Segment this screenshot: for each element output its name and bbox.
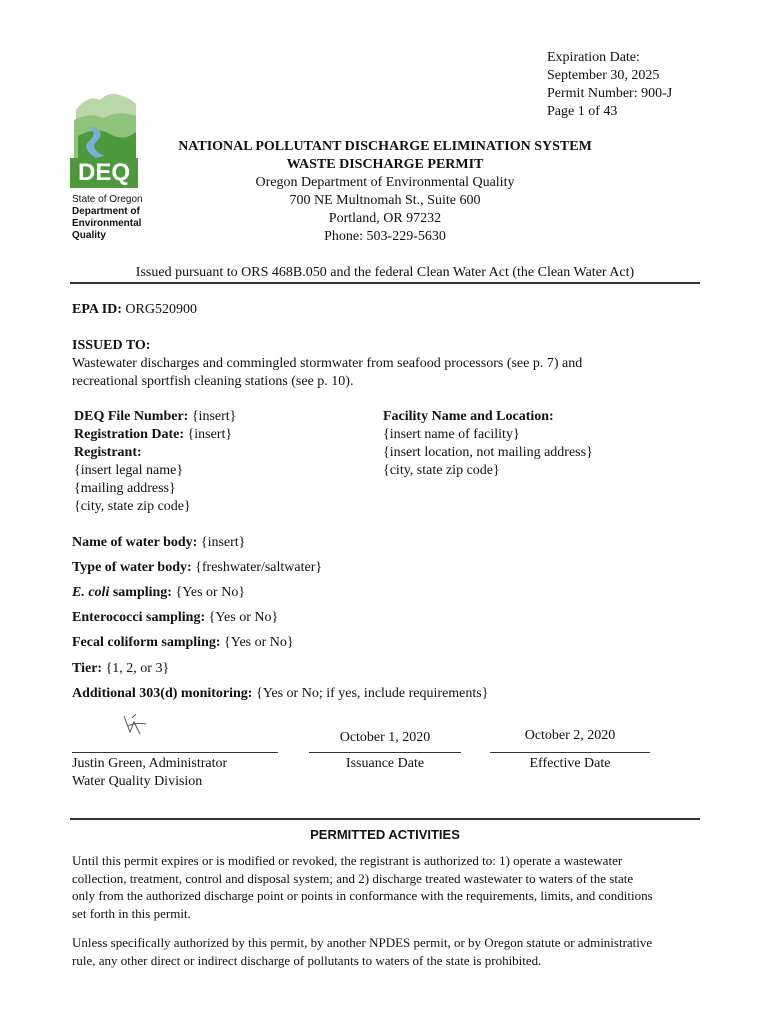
tier [72,660,169,678]
epa-label: EPA ID: [72,302,122,317]
paragraph-line: only from the authorized discharge point or points in conformance with the requirements, limits, and conditions [72,888,653,903]
paragraph-line: set forth in this permit. [72,905,191,921]
registrant-legal-name: {insert legal name} [74,463,184,478]
field-label: Additional 303(d) monitoring: [72,686,253,701]
additional-303d-monitoring [72,685,488,703]
file-number-value: {insert} [188,409,237,424]
facility-location: {insert location, not mailing address} [383,445,593,460]
issuance-date-line [309,752,461,753]
logo-quality: Quality [72,230,106,241]
issuance-date-label: Issuance Date [345,756,425,771]
logo-environmental: Environmental [72,218,142,229]
section-divider [70,818,700,820]
effective-date: October 2, 2020 [524,728,616,743]
registrant-mailing: {mailing address} [74,481,176,496]
field-value: {Yes or No} [220,635,294,650]
facility-city: {city, state zip code} [383,463,500,478]
permitted-paragraph-2 [72,934,712,969]
registration-date-label: Registration Date: [74,427,185,442]
registration-date-value: {insert} [184,427,233,442]
field-value: {insert} [197,535,246,550]
signatory-block [72,755,227,791]
registrant-label: Registrant: [74,445,142,460]
signatory-division: Water Quality Division [72,774,203,789]
file-number-label: DEQ File Number: [74,409,189,424]
issued-pursuant: Issued pursuant to ORS 468B.050 and the federal Clean Water Act (the Clean Water Act) [135,265,635,280]
page-number: Page 1 of 43 [547,104,618,119]
field-label: Name of water body: [72,535,198,550]
permitted-paragraph-1 [72,852,712,922]
signatory-name: Justin Green, Administrator [72,756,228,771]
field-value: {1, 2, or 3} [102,661,170,676]
field-label: sampling: [109,585,172,600]
deq-abbr: DEQ [70,158,138,188]
agency-phone: Phone: 503-229-5630 [324,229,446,244]
effective-date-label: Effective Date [529,756,611,771]
agency-address1: 700 NE Multnomah St., Suite 600 [289,193,481,208]
field-value: {Yes or No} [205,610,279,625]
field-value: {Yes or No} [171,585,246,600]
registrant-city: {city, state zip code} [74,499,191,514]
fecal-coliform-sampling [72,634,294,652]
field-label: Fecal coliform sampling: [72,635,221,650]
permitted-activities-heading: PERMITTED ACTIVITIES [310,827,460,842]
paragraph-line: Until this permit expires or is modified or revoked, the registrant is authorized to: 1) operate a wastewater [72,853,623,868]
water-body-name [72,534,245,552]
expiration-label: Expiration Date: [547,50,640,65]
permit-header [547,49,672,121]
facility-name: {insert name of facility} [383,427,520,442]
water-body-type [72,559,322,577]
field-value: {Yes or No; if yes, include requirements} [252,686,489,701]
agency-name: Oregon Department of Environmental Quality [255,175,515,190]
epa-id [72,301,197,319]
issuance-date: October 1, 2020 [339,730,431,745]
issued-to-label: ISSUED TO: [72,338,151,353]
title-line2: WASTE DISCHARGE PERMIT [286,157,484,172]
paragraph-line: rule, any other direct or indirect discharge of pollutants to waters of the state is prohibited. [72,952,542,968]
effective-date-line [490,752,650,753]
logo-department: Department of [72,206,140,217]
signature-line [72,752,278,753]
epa-value: ORG520900 [121,302,197,317]
signature-mark [116,712,156,742]
permit-number: Permit Number: 900-J [547,86,673,101]
issued-to [72,337,702,391]
logo-state: State of Oregon [72,194,143,205]
field-label: Enterococci sampling: [72,610,206,625]
header-divider [70,282,700,284]
expiration-date: September 30, 2025 [547,68,660,83]
permit-title-block [155,138,615,246]
enterococci-sampling [72,609,278,627]
field-label: Type of water body: [72,560,192,575]
field-label: Tier: [72,661,103,676]
paragraph-line: collection, treatment, control and disposal system; and 2) discharge treated wastewater to waters of the state [72,870,634,886]
field-value: {freshwater/saltwater} [191,560,323,575]
ecoli-sampling [72,584,245,602]
field-label-italic: E. coli [72,585,110,600]
registrant-block [74,408,364,516]
agency-address2: Portland, OR 97232 [328,211,442,226]
issued-to-line1: Wastewater discharges and commingled stormwater from seafood processors (see p. 7) and [72,356,583,371]
deq-logo [70,86,142,246]
issued-to-line2: recreational sportfish cleaning stations (see p. 10). [72,374,354,389]
landscape-icon [70,86,138,158]
paragraph-line: Unless specifically authorized by this permit, by another NPDES permit, or by Oregon statute or administrative [72,935,653,950]
facility-block [383,408,703,480]
title-line1: NATIONAL POLLUTANT DISCHARGE ELIMINATION SYSTEM [178,139,592,154]
facility-label: Facility Name and Location: [383,409,554,424]
